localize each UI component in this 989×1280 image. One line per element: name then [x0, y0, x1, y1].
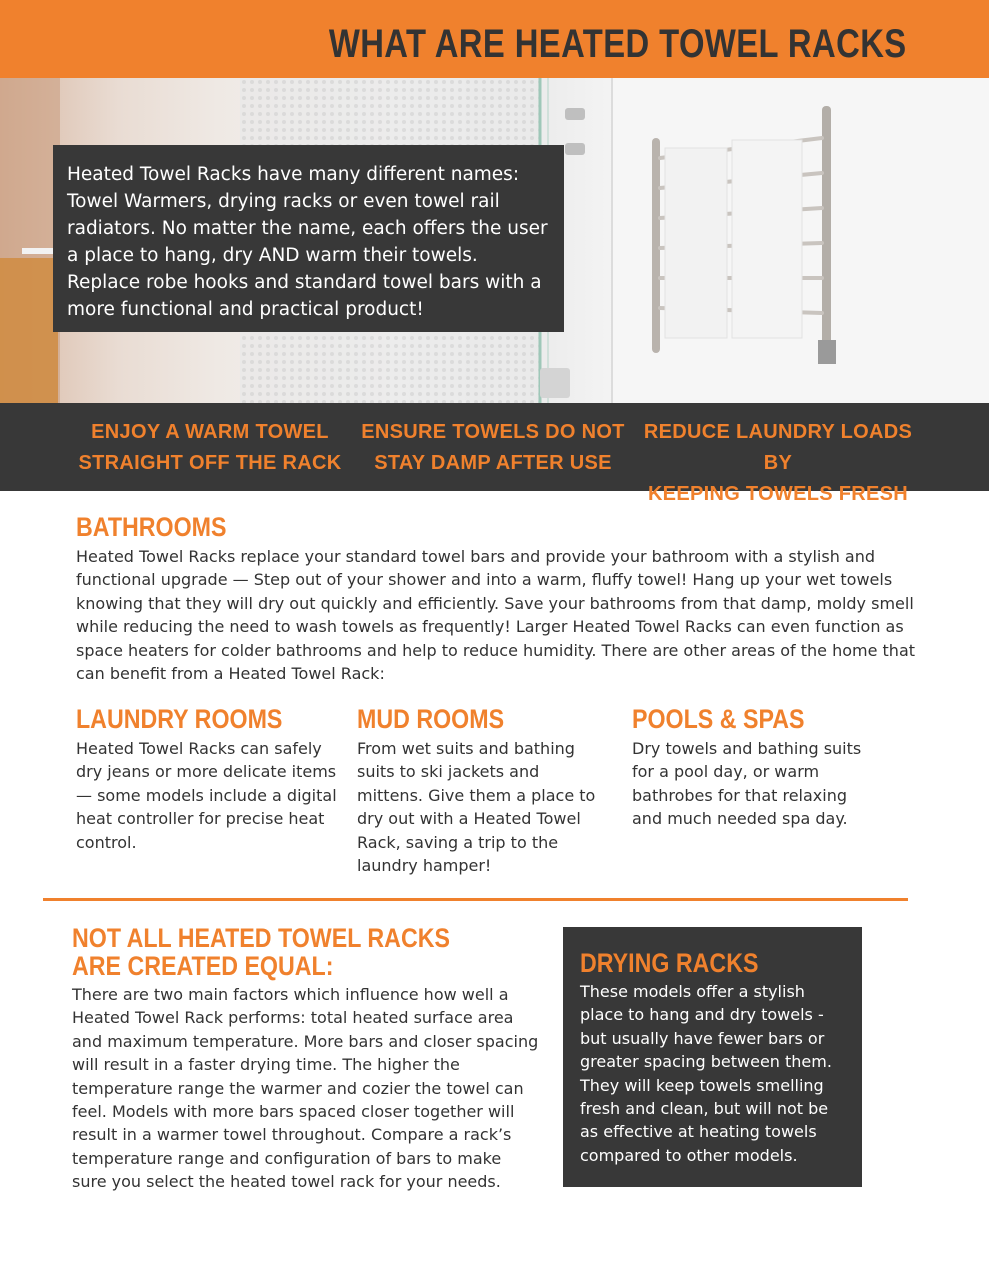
- mud-rooms-heading: MUD ROOMS: [357, 704, 505, 734]
- laundry-rooms-body: Heated Towel Racks can safely dry jeans or more delicate items — some models include a digital heat controller for precise heat control.: [76, 739, 337, 852]
- benefit-line: REDUCE LAUNDRY LOADS BY: [643, 421, 913, 474]
- hero-section: [0, 78, 989, 403]
- pools-spas-body: Dry towels and bathing suits for a pool day, or warm bathrobes for that relaxing and much needed spa day.: [632, 739, 862, 829]
- page-title: WHAT ARE HEATED TOWEL RACKS: [329, 22, 907, 66]
- not-equal-heading-line2: ARE CREATED EQUAL:: [72, 951, 334, 981]
- bathrooms-body: Heated Towel Racks replace your standard towel bars and provide your bathroom with a stylish and functional upgrade — Step out of your shower and into a warm, fluffy towel! Hang up your wet towels knowing that they will dry out quickly and efficiently. Save your bathrooms from that damp, moldy smell while reducing the need to wash towels as frequently! Larger Heated Towel Racks can even function as space heaters for colder bathrooms and help to reduce humidity. There are other areas of the home that can benefit from a Heated Towel Rack:: [76, 547, 916, 684]
- benefit-not-damp: [343, 417, 643, 479]
- drying-racks-heading: DRYING RACKS: [580, 948, 759, 978]
- section-divider: [43, 898, 908, 901]
- not-equal-body: There are two main factors which influence how well a Heated Towel Rack performs: total heated surface area and maximum temperature. More bars and closer spacing will result in a faster drying time. The higher the temperature range the warmer and cozier the towel can feel. Models with more bars spaced closer together will result in a warmer towel throughout. Compare a rack’s temperature range and configuration of bars to make sure you select the heated towel rack for your needs.: [72, 985, 539, 1192]
- benefit-line: KEEPING TOWELS FRESH: [647, 483, 909, 505]
- benefit-line: STRAIGHT OFF THE RACK: [78, 452, 342, 474]
- benefit-reduce-laundry: [628, 417, 928, 510]
- mud-rooms-body: From wet suits and bathing suits to ski jackets and mittens. Give them a place to dry out with a Heated Towel Rack, saving a trip to the laundry hamper!: [357, 739, 596, 876]
- bathrooms-heading: BATHROOMS: [76, 512, 227, 542]
- laundry-rooms-heading: LAUNDRY ROOMS: [76, 704, 283, 734]
- drying-racks-box: [563, 927, 862, 1187]
- benefit-line: ENJOY A WARM TOWEL: [91, 421, 329, 443]
- intro-text: Heated Towel Racks have many different names: Towel Warmers, drying racks or even towel rail radiators. No matter the name, each offers the user a place to hang, dry AND warm their towels. Replace robe hooks and standard towel bars with a more functional and practical product!: [67, 164, 548, 320]
- intro-box: [53, 145, 564, 332]
- benefit-warm-towel: [60, 417, 360, 479]
- drying-racks-body: These models offer a stylish place to hang and dry towels - but usually have fewer bars or greater spacing between them. They will keep towels smelling fresh and clean, but will not be as effective at heating towels compared to other models.: [580, 982, 832, 1165]
- benefit-line: ENSURE TOWELS DO NOT: [361, 421, 625, 443]
- benefits-band: [0, 403, 989, 505]
- pools-spas-heading: POOLS & SPAS: [632, 704, 805, 734]
- header-bar: [0, 0, 989, 78]
- benefit-line: STAY DAMP AFTER USE: [374, 452, 612, 474]
- not-equal-heading-line1: NOT ALL HEATED TOWEL RACKS: [72, 923, 450, 953]
